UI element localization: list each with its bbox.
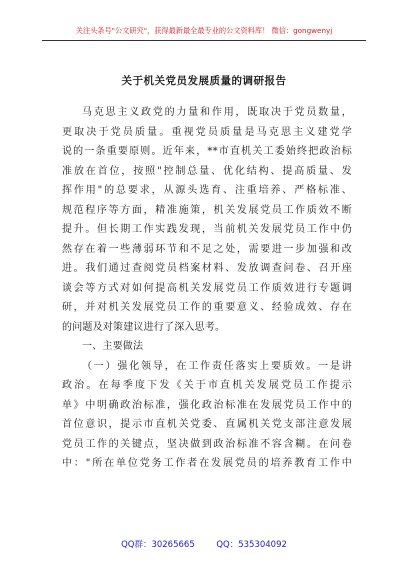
body-line: 进。我们通过查阅党员档案材料、发放调查问卷、召开座: [62, 263, 352, 274]
body-line: 谈会等方式对如何提高机关发展党员工作质效进行专题调: [62, 282, 352, 294]
body-line: 中："所在单位党务工作者在发展党员的培养教育工作中: [62, 458, 352, 469]
body-line: 规范程序等方面，精准施策，机关发展党员工作质效不断: [62, 204, 352, 216]
body-line: （一）强化领导，在工作责任落实上要质效。一是讲: [82, 360, 352, 372]
body-line: 的问题及对策建议进行了深入思考。: [62, 321, 226, 333]
body-line: 挥作用"的总要求，从源头选育、注重培养、严格标准、: [62, 185, 352, 196]
body-line: 然存在着一些薄弱环节和不足之处，需要进一步加强和改: [62, 243, 352, 255]
header-banner: 关注头条号"公文研究"，获得最新最全最专业的公文资料库！ 微信：gongwenyj: [75, 26, 333, 35]
body-line: 准放在首位，按照"控制总量、优化结构、提高质量、发: [62, 165, 352, 177]
body-line: 单》中明确政治标准，强化政治标准在发展党员工作中的: [62, 399, 352, 411]
section-heading: 一、主要做法: [82, 341, 144, 352]
body-line: 政治。在每季度下发《关于市直机关发展党员工作提示: [62, 380, 352, 391]
body-line: 提升。但长期工作实践发现，当前机关发展党员工作中仍: [62, 224, 352, 235]
document-title: 关于机关党员发展质量的调研报告: [121, 75, 287, 87]
body-line: 更取决于党员质量。重视党员质量是马克思主义建党学: [62, 126, 352, 138]
header-divider: [42, 40, 366, 41]
document-body: [62, 103, 352, 474]
body-line: 马克思主义政党的力量和作用，既取决于党员数量，: [82, 107, 352, 118]
body-line: 首位意识，提示市直机关党委、直属机关党支部注意发展: [62, 419, 352, 430]
body-line: 研，并对机关发展党员工作的重要意义、经验成效、存在: [62, 302, 352, 313]
footer-contact: QQ群：30265665 QQ：535304092: [121, 540, 287, 550]
body-line: 党员工作的关键点，坚决做到政治标准不容含糊。在问卷: [62, 438, 352, 450]
body-line: 说的一条重要原则。近年来，**市直机关工委始终把政治标: [62, 146, 352, 157]
